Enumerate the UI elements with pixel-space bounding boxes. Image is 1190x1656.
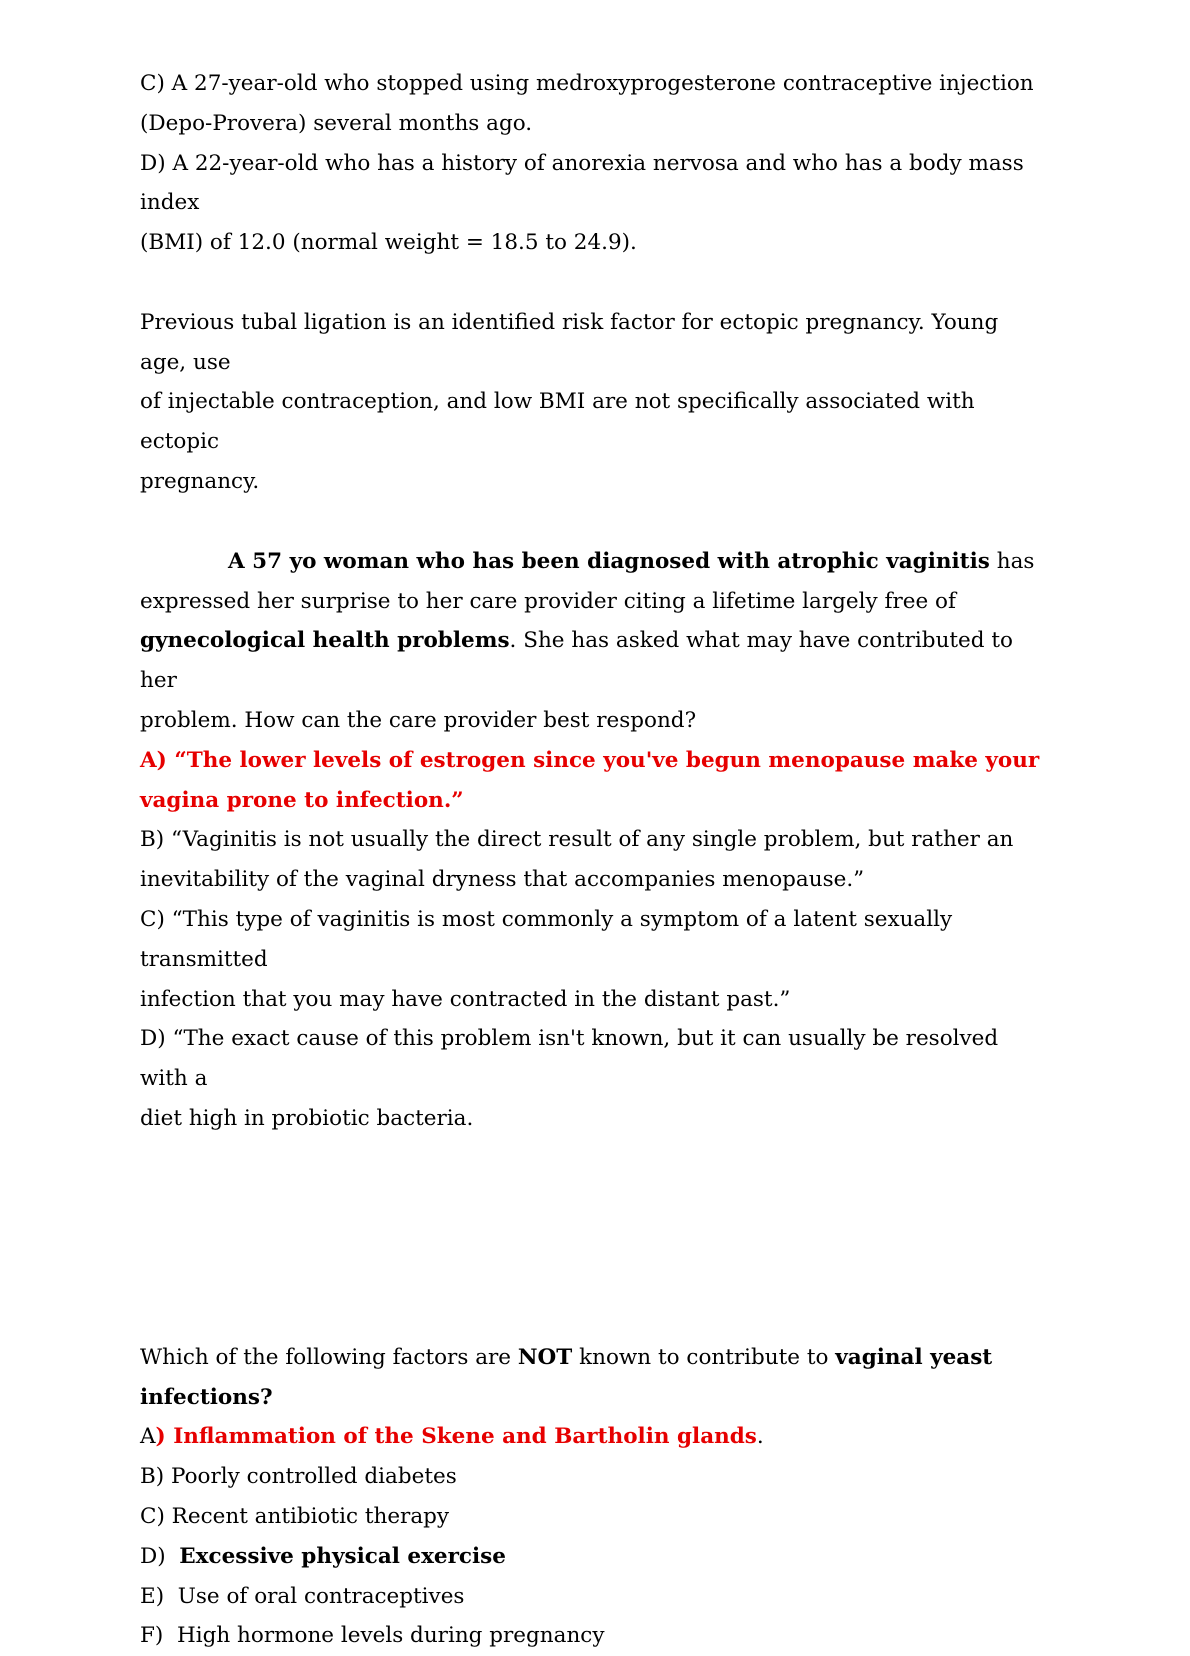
q3-option-a xyxy=(140,1417,1050,1457)
q3-option-c: C) Recent antibiotic therapy xyxy=(140,1503,450,1529)
q2-stem-line-2: expressed her surprise to her care provider citing a lifetime largely free of xyxy=(140,588,956,614)
q2-option-a-line-1: A) “The lower levels of estrogen since you've begun menopause make your xyxy=(140,747,1040,773)
q1-rationale-line-2: of injectable contraception, and low BMI are not specifically associated with ectopic xyxy=(140,389,975,455)
q3-stem-pre: Which of the following factors are xyxy=(140,1344,518,1370)
q3-option-d-prefix: D) xyxy=(140,1543,180,1569)
q1-rationale-line-1: Previous tubal ligation is an identified risk factor for ectopic pregnancy. Young age, use xyxy=(140,309,999,375)
q3-stem-line-2: infections? xyxy=(140,1384,273,1410)
q2-stem-text-1: has xyxy=(989,548,1035,574)
q1-option-c-line-2: (Depo-Provera) several months ago. xyxy=(140,110,533,136)
q2-stem-line-4: problem. How can the care provider best respond? xyxy=(140,707,697,733)
q1-option-d-line-1: D) A 22-year-old who has a history of anorexia nervosa and who has a body mass index xyxy=(140,150,1024,216)
q3-option-e: E) Use of oral contraceptives xyxy=(140,1583,465,1609)
q2-option-b-line-2: inevitability of the vaginal dryness that accompanies menopause.” xyxy=(140,867,865,893)
q3-option-a-period: . xyxy=(756,1424,764,1450)
spacer xyxy=(140,263,1050,303)
document-page xyxy=(140,64,1050,1656)
q2-stem-line-3 xyxy=(140,621,1050,701)
q3-option-a-text: ) Inflammation of the Skene and Bartholin glands xyxy=(155,1424,757,1450)
q1-rationale-line-3: pregnancy. xyxy=(140,468,260,494)
q2-stem-bold-2: gynecological health problems xyxy=(140,628,510,654)
q3-option-f: F) High hormone levels during pregnancy xyxy=(140,1623,605,1649)
q2-option-a-line-2: vagina prone to infection.” xyxy=(140,787,464,813)
q3-stem-not: NOT xyxy=(517,1344,573,1370)
q2-stem-bold-1: A 57 yo woman who has been diagnosed with atrophic vaginitis xyxy=(228,548,990,574)
q3-option-d xyxy=(140,1537,1050,1577)
spacer xyxy=(140,502,1050,542)
q3-stem-bold-end: vaginal yeast xyxy=(835,1344,993,1370)
q3-option-d-bold: Excessive physical exercise xyxy=(179,1543,506,1569)
q3-option-b: B) Poorly controlled diabetes xyxy=(140,1464,457,1490)
q3-option-a-letter: A xyxy=(140,1424,156,1450)
q2-stem-line-1 xyxy=(140,542,1050,582)
q3-stem-line-1 xyxy=(140,1338,1050,1378)
q3-stem-mid: known to contribute to xyxy=(572,1344,836,1370)
q2-option-b-line-1: B) “Vaginitis is not usually the direct result of any single problem, but rather an xyxy=(140,827,1014,853)
q2-option-c-line-1: C) “This type of vaginitis is most commonly a symptom of a latent sexually transmitted xyxy=(140,906,953,972)
q1-option-c-line-1: C) A 27-year-old who stopped using medroxyprogesterone contraceptive injection xyxy=(140,71,1034,96)
q2-option-d-line-1: D) “The exact cause of this problem isn't known, but it can usually be resolved with a xyxy=(140,1026,999,1092)
q2-option-d-line-2: diet high in probiotic bacteria. xyxy=(140,1105,474,1131)
q1-option-d-line-2: (BMI) of 12.0 (normal weight = 18.5 to 24.9). xyxy=(140,230,637,256)
spacer xyxy=(140,1139,1050,1338)
q2-option-c-line-2: infection that you may have contracted in the distant past.” xyxy=(140,986,791,1012)
q2-stem-text-2: . She has asked what may have contributed to her xyxy=(140,628,1013,694)
